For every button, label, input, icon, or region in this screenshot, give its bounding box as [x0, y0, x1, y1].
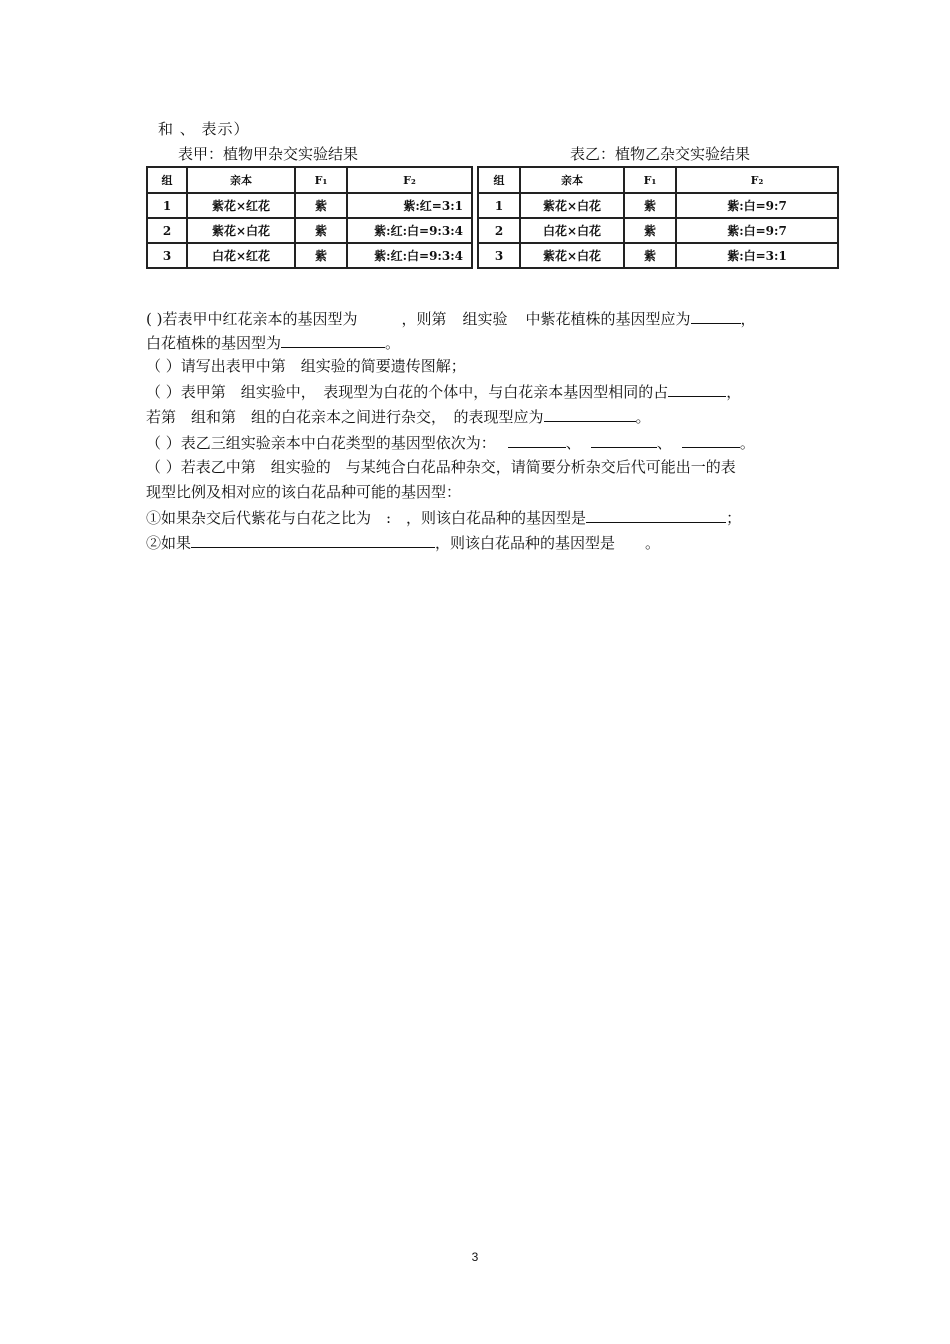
table-a — [146, 166, 473, 269]
table-cell: 3 — [478, 243, 520, 268]
question-4: （ ）表乙三组实验亲本中白花类型的基因型依次为： 、 、 。 — [146, 431, 755, 454]
question-1-line-1: ( )若表甲中红花亲本的基因型为 ，则第 组实验 中紫花植株的基因型应为 ， — [146, 307, 756, 330]
question-3-line-2: 若第 组和第 组的白花亲本之间进行杂交， 的表现型应为 。 — [146, 405, 651, 428]
table-b-header-row — [478, 167, 838, 193]
table-cell: 紫 — [295, 218, 347, 243]
table-a-header-cell: 亲本 — [187, 167, 295, 193]
table-cell: 3 — [147, 243, 187, 268]
table-cell: 1 — [478, 193, 520, 218]
table-b — [477, 166, 839, 269]
question-5-line-4: ②如果 ，则该白花品种的基因型是 。 — [146, 531, 660, 554]
question-5-line-1: （ ）若表乙中第 组实验的 与某纯合白花品种杂交，请简要分析杂交后代可能出一的表 — [146, 458, 736, 476]
table-b-caption: 表乙：植物乙杂交实验结果 — [570, 145, 751, 163]
table-b-header-cell: 组 — [478, 167, 520, 193]
question-5-line-2: 现型比例及相对应的该白花品种可能的基因型： — [146, 483, 462, 501]
table-cell: 紫:红:白=9:3:4 — [347, 243, 472, 268]
table-row — [478, 218, 838, 243]
table-cell: 2 — [147, 218, 187, 243]
answer-blank[interactable] — [191, 531, 435, 548]
table-row — [147, 218, 472, 243]
page-number: 3 — [471, 1250, 479, 1264]
table-cell: 紫花×白花 — [520, 193, 624, 218]
table-cell: 紫 — [624, 218, 676, 243]
answer-blank[interactable] — [508, 431, 566, 448]
table-row — [478, 193, 838, 218]
table-cell: 白花×白花 — [520, 218, 624, 243]
table-cell: 紫:白=3:1 — [676, 243, 838, 268]
table-a-header-cell: F₂ — [347, 167, 472, 193]
table-cell: 紫花×红花 — [187, 193, 295, 218]
table-cell: 紫:白=9:7 — [676, 218, 838, 243]
table-cell: 紫:红:白=9:3:4 — [347, 218, 472, 243]
table-cell: 1 — [147, 193, 187, 218]
table-a-caption: 表甲：植物甲杂交实验结果 — [178, 145, 359, 163]
answer-blank[interactable] — [281, 331, 385, 348]
table-cell: 紫 — [295, 193, 347, 218]
answer-blank[interactable] — [591, 431, 657, 448]
answer-blank[interactable] — [691, 307, 741, 324]
question-3-line-1: （ ）表甲第 组实验中， 表现型为白花的个体中，与白花亲本基因型相同的占 ， — [146, 380, 741, 403]
table-b-header-cell: F₂ — [676, 167, 838, 193]
table-cell: 紫花×白花 — [187, 218, 295, 243]
table-cell: 紫花×白花 — [520, 243, 624, 268]
table-a-header-cell: 组 — [147, 167, 187, 193]
table-cell: 紫 — [295, 243, 347, 268]
table-b-header-cell: 亲本 — [520, 167, 624, 193]
table-row — [478, 243, 838, 268]
table-row — [147, 243, 472, 268]
answer-blank[interactable] — [668, 380, 726, 397]
question-1-line-2: 白花植株的基因型为 。 — [146, 331, 400, 354]
answer-blank[interactable] — [682, 431, 740, 448]
table-cell: 白花×红花 — [187, 243, 295, 268]
table-cell: 紫 — [624, 193, 676, 218]
table-b-header-cell: F₁ — [624, 167, 676, 193]
table-a-header-cell: F₁ — [295, 167, 347, 193]
table-cell: 2 — [478, 218, 520, 243]
table-a-header-row — [147, 167, 472, 193]
table-cell: 紫:红=3:1 — [347, 193, 472, 218]
question-2: （ ）请写出表甲中第 组实验的简要遗传图解； — [146, 357, 466, 375]
table-row — [147, 193, 472, 218]
question-5-line-3: ①如果杂交后代紫花与白花之比为 : ，则该白花品种的基因型是 ； — [146, 506, 741, 529]
answer-blank[interactable] — [586, 506, 726, 523]
answer-blank[interactable] — [544, 405, 636, 422]
intro-text: 和 、 表示） — [158, 120, 250, 138]
table-cell: 紫:白=9:7 — [676, 193, 838, 218]
table-cell: 紫 — [624, 243, 676, 268]
